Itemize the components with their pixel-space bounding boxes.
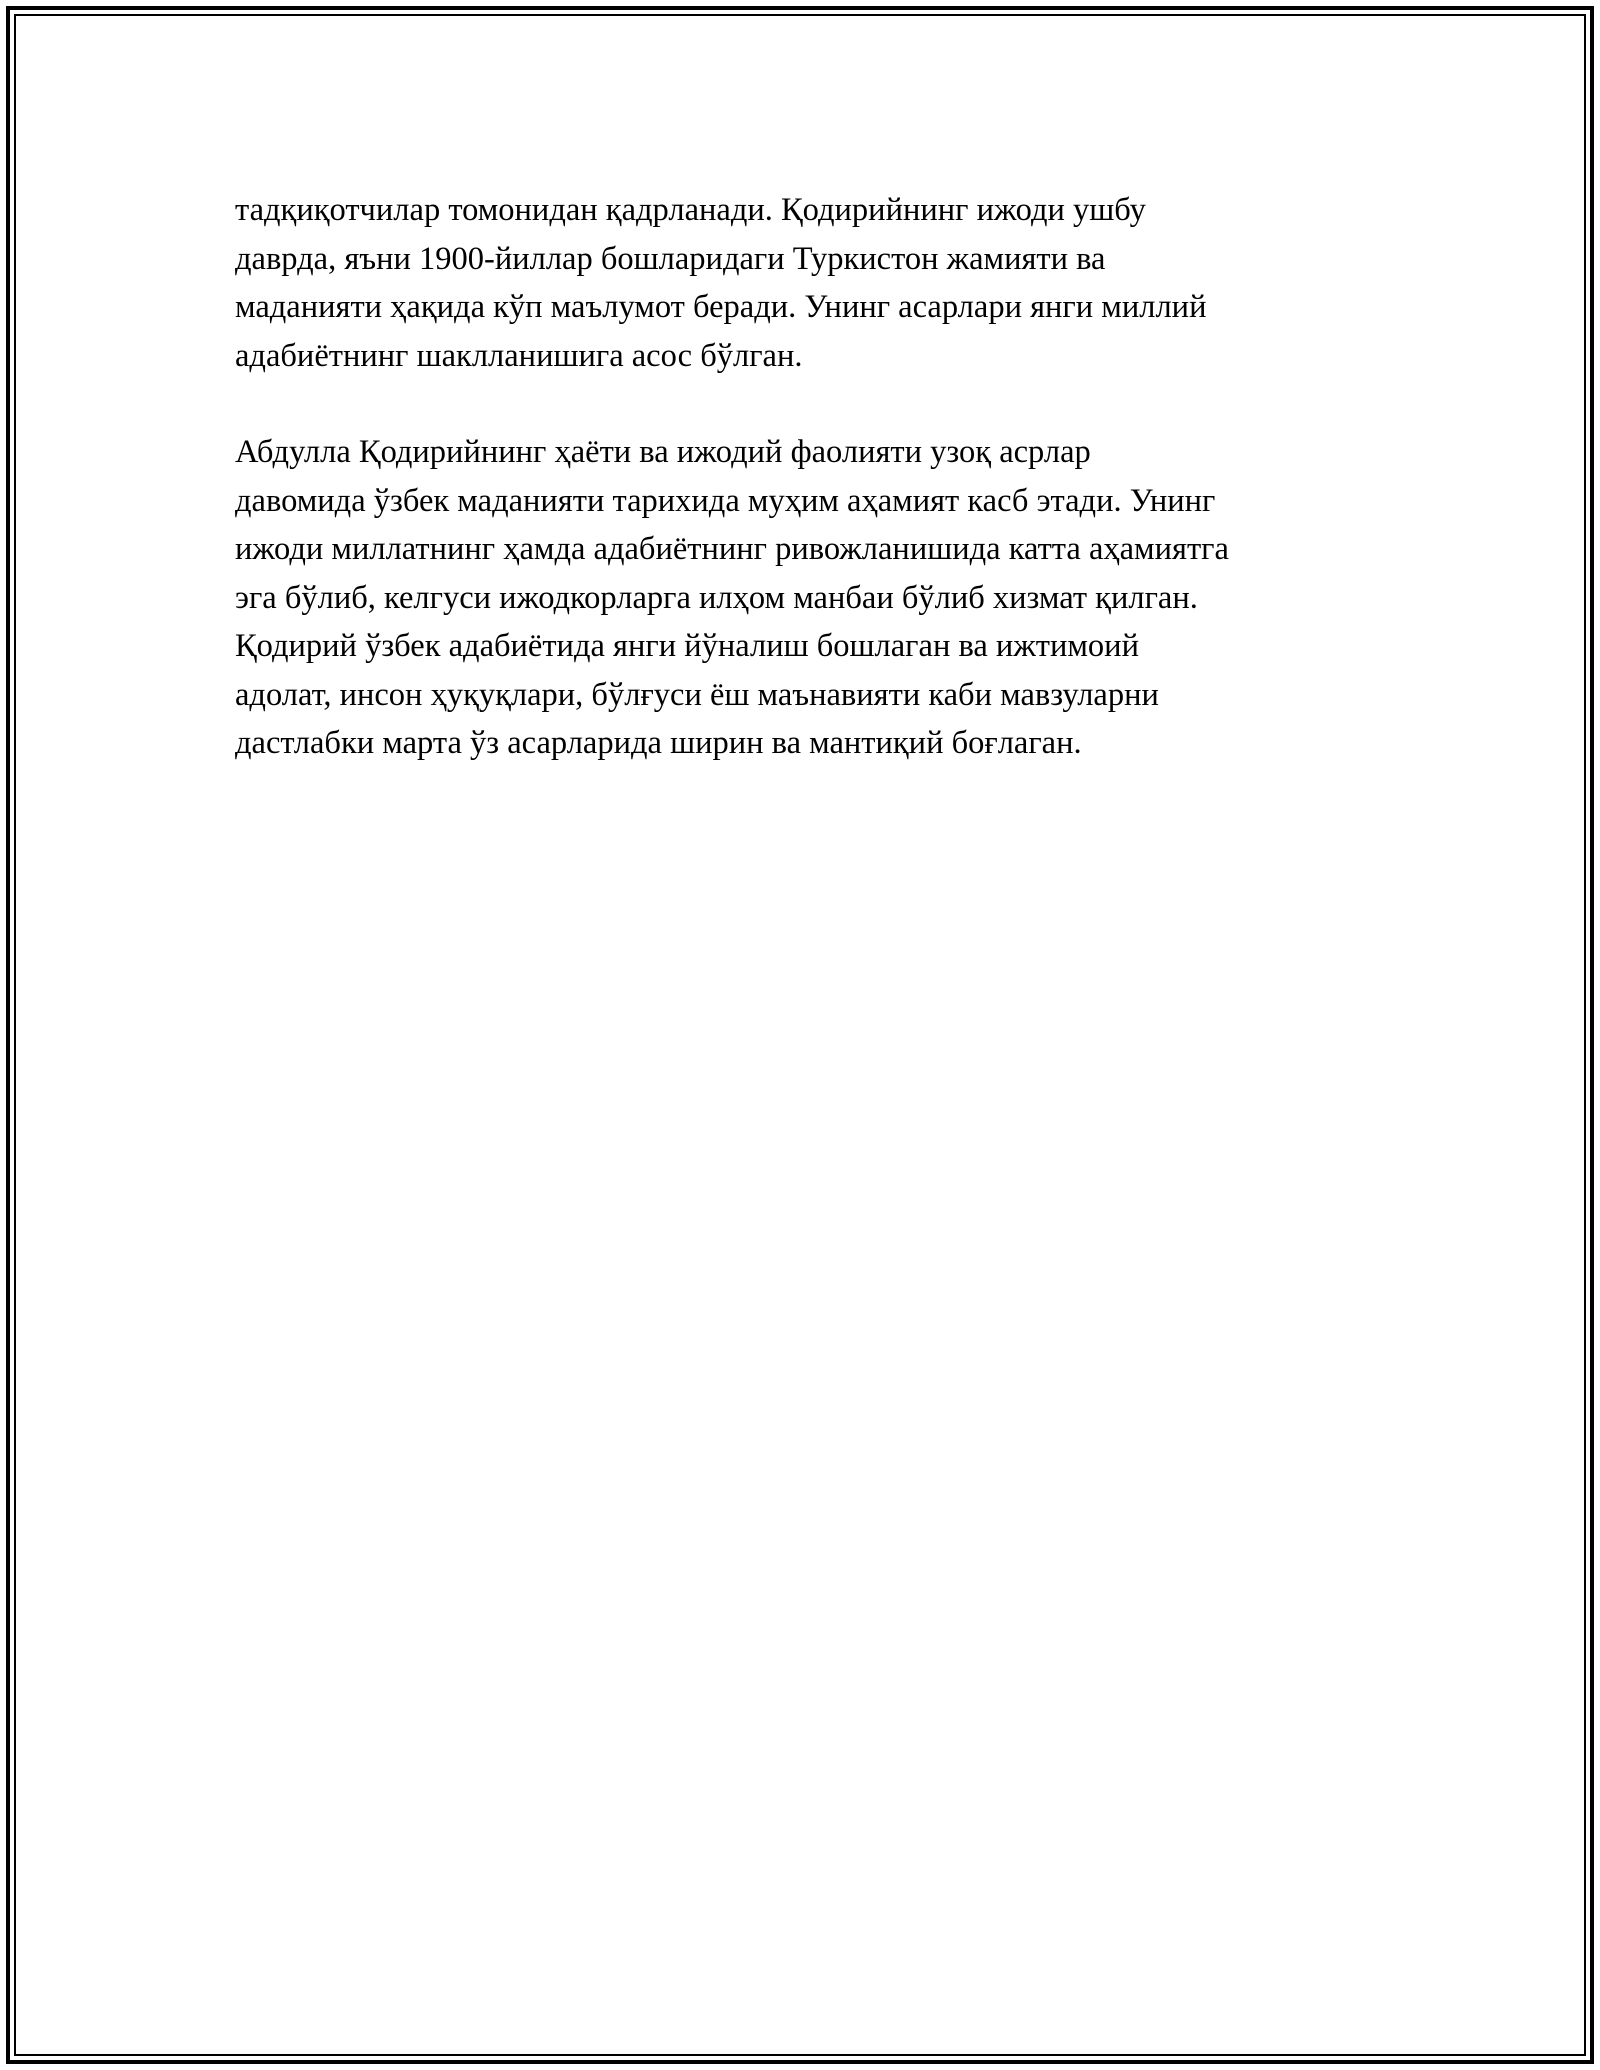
- paragraph-line: адабиётнинг шаклланишига асос бўлган.: [235, 337, 803, 374]
- paragraph-line: даврда, яъни 1900-йиллар бошларидаги Туркистон жамияти ва: [235, 240, 1106, 277]
- paragraph-1: [235, 186, 1375, 380]
- paragraph-line: тадқиқотчилар томонидан қадрланади. Қодирийнинг ижоди ушбу: [235, 192, 1146, 228]
- paragraph-line: дастлабки марта ўз асарларида ширин ва мантиқий боғлаган.: [235, 725, 1082, 761]
- paragraph-line: Абдулла Қодирийнинг ҳаёти ва ижодий фаолияти узоқ асрлар: [235, 434, 1091, 470]
- paragraph-line: Қодирий ўзбек адабиётида янги йўналиш бошлаган ва ижтимоий: [235, 628, 1139, 664]
- paragraph-line: давомида ўзбек маданияти тарихида муҳим аҳамият касб этади. Унинг: [235, 482, 1216, 519]
- paragraph-2: [235, 428, 1375, 768]
- paragraph-line: ижоди миллатнинг ҳамда адабиётнинг ривожланишида катта аҳамиятга: [235, 531, 1229, 567]
- paragraph-line: маданияти ҳақида кўп маълумот беради. Унинг асарлари янги миллий: [235, 289, 1207, 325]
- paragraph-line: адолат, инсон ҳуқуқлари, бўлғуси ёш маънавияти каби мавзуларни: [235, 676, 1159, 713]
- paragraph-line: эга бўлиб, келгуси ижодкорларга илҳом манбаи бўлиб хизмат қилган.: [235, 579, 1198, 616]
